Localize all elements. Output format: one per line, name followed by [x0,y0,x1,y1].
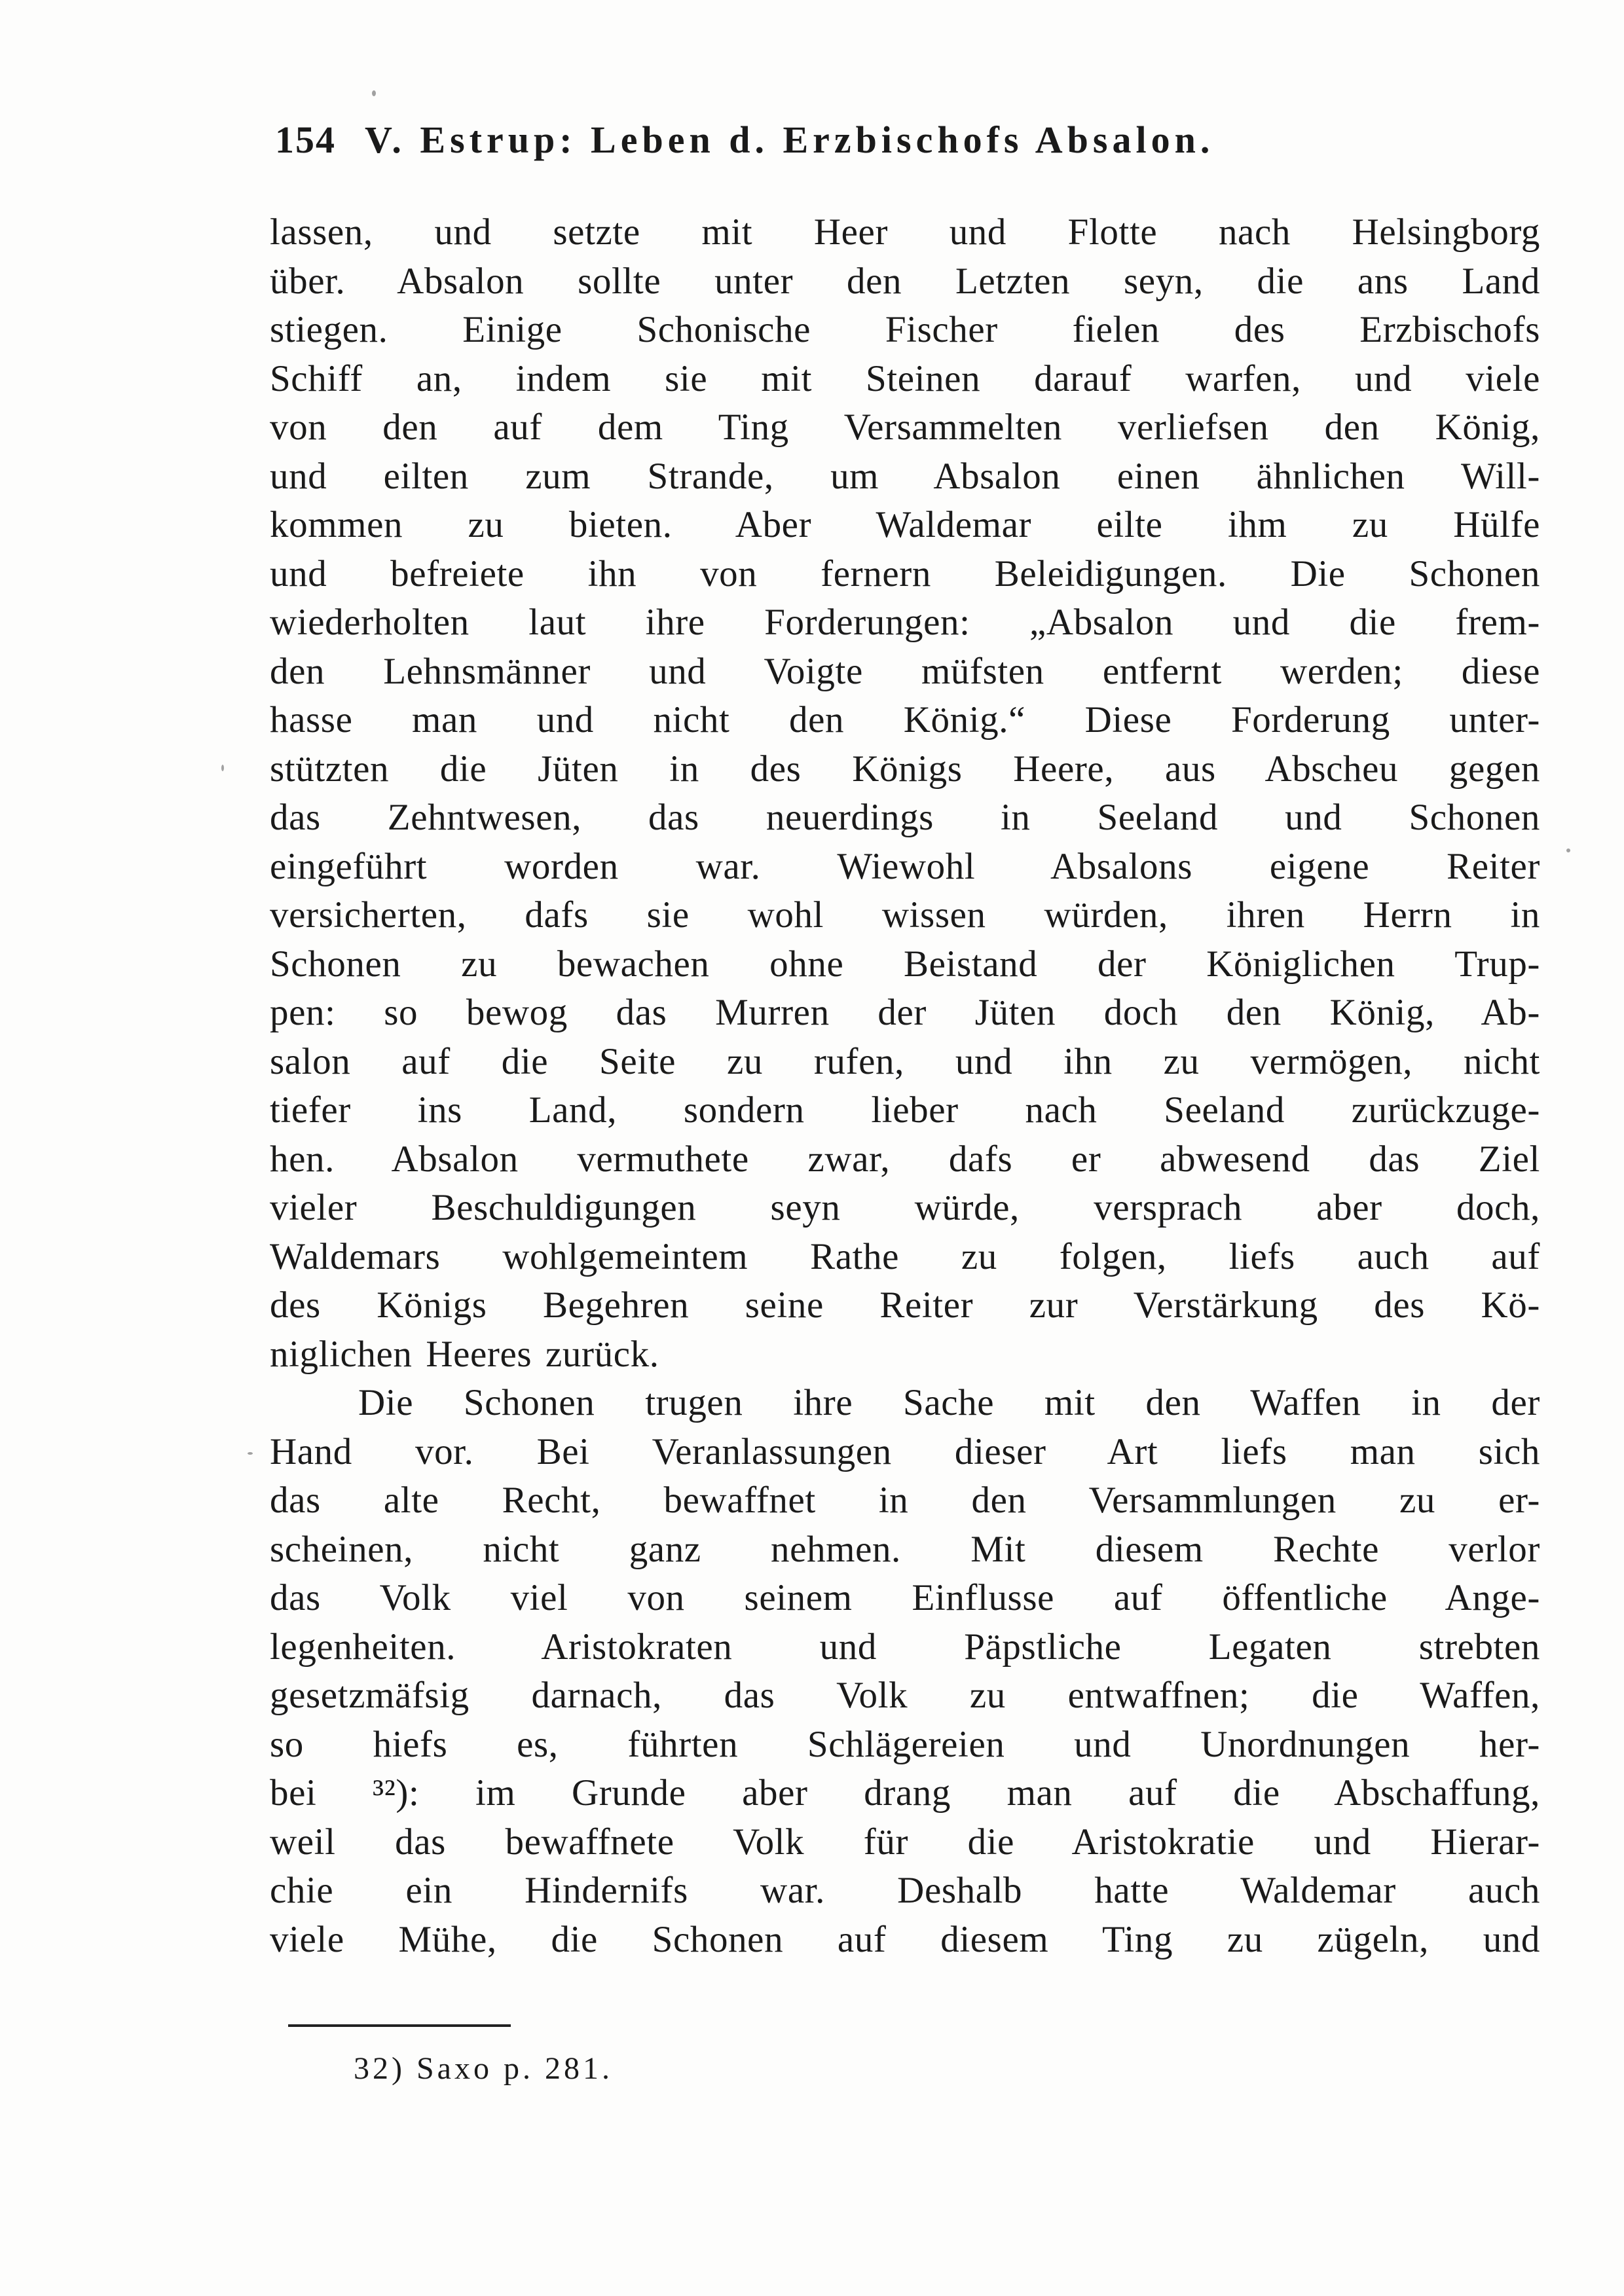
text-line: tiefer ins Land, sondern lieber nach Seeland zurückzuge- [270,1089,1540,1131]
text-line: wiederholten laut ihre Forderungen: „Absalon und die frem- [270,602,1540,643]
text-line: so hiefs es, führten Schlägereien und Unordnungen her- [270,1723,1540,1765]
text-line: Schonen zu bewachen ohne Beistand der Königlichen Trup- [270,943,1540,985]
running-title: V. Estrup: Leben d. Erzbischofs Absalon. [365,118,1215,161]
paragraph-end-line: niglichen Heeres zurück. [270,1333,659,1375]
text-line: salon auf die Seite zu rufen, und ihn zu vermögen, nicht [270,1040,1540,1082]
text-line: über. Absalon sollte unter den Letzten seyn, die ans Land [270,260,1540,302]
text-line: Schiff an, indem sie mit Steinen darauf warfen, und viele [270,357,1540,399]
paragraph-start-line: Die Schonen trugen ihre Sache mit den Waffen in der [358,1382,1540,1423]
text-line: stützten die Jüten in des Königs Heere, aus Abscheu gegen [270,748,1540,790]
page-number: 154 [275,118,336,161]
footnote: 32) Saxo p. 281. [354,2051,613,2086]
text-line: hasse man und nicht den König.“ Diese Forderung unter- [270,699,1540,740]
text-line: das Zehntwesen, das neuerdings in Seeland und Schonen [270,797,1540,838]
text-line: legenheiten. Aristokraten und Päpstliche Legaten strebten [270,1626,1540,1667]
footnote-rule [288,2024,511,2027]
text-line: das alte Recht, bewaffnet in den Versammlungen zu er- [270,1480,1540,1521]
text-line: und eilten zum Strande, um Absalon einen ähnlichen Will- [270,455,1540,497]
text-line: hen. Absalon vermuthete zwar, dafs er abwesend das Ziel [270,1138,1540,1180]
scan-speck [372,90,376,96]
text-line: versicherten, dafs sie wohl wissen würden, ihren Herrn in [270,894,1540,936]
text-line: Waldemars wohlgemeintem Rathe zu folgen, liefs auch auf [270,1235,1540,1277]
text-line: viele Mühe, die Schonen auf diesem Ting zu zügeln, und [270,1918,1540,1960]
scan-speck [248,1452,253,1455]
text-line: und befreiete ihn von fernern Beleidigungen. Die Schonen [270,553,1540,594]
text-line: stiegen. Einige Schonische Fischer fielen des Erzbischofs [270,309,1540,350]
text-line: weil das bewaffnete Volk für die Aristokratie und Hierar- [270,1821,1540,1863]
text-line: das Volk viel von seinem Einflusse auf öffentliche Ange- [270,1577,1540,1618]
text-line: scheinen, nicht ganz nehmen. Mit diesem Rechte verlor [270,1528,1540,1570]
text-line: eingeführt worden war. Wiewohl Absalons eigene Reiter [270,845,1540,887]
body-text [270,208,1540,1964]
text-line: chie ein Hindernifs war. Deshalb hatte Waldemar auch [270,1870,1540,1911]
text-line: den Lehnsmänner und Voigte müfsten entfernt werden; diese [270,650,1540,692]
text-line: pen: so bewog das Murren der Jüten doch den König, Ab- [270,992,1540,1033]
text-line: vieler Beschuldigungen seyn würde, versprach aber doch, [270,1187,1540,1228]
text-line: Hand vor. Bei Veranlassungen dieser Art liefs man sich [270,1430,1540,1472]
running-head [275,118,1532,183]
scan-speck [221,765,224,771]
text-line: lassen, und setzte mit Heer und Flotte nach Helsingborg [270,211,1540,253]
text-line: bei ³²): im Grunde aber drang man auf die Abschaffung, [270,1772,1540,1813]
text-line: gesetzmäfsig darnach, das Volk zu entwaffnen; die Waffen, [270,1675,1540,1716]
text-line: von den auf dem Ting Versammelten verliefsen den König, [270,407,1540,448]
text-line: kommen zu bieten. Aber Waldemar eilte ihm zu Hülfe [270,504,1540,545]
scan-speck [1566,848,1570,852]
text-line: des Königs Begehren seine Reiter zur Verstärkung des Kö- [270,1285,1540,1326]
